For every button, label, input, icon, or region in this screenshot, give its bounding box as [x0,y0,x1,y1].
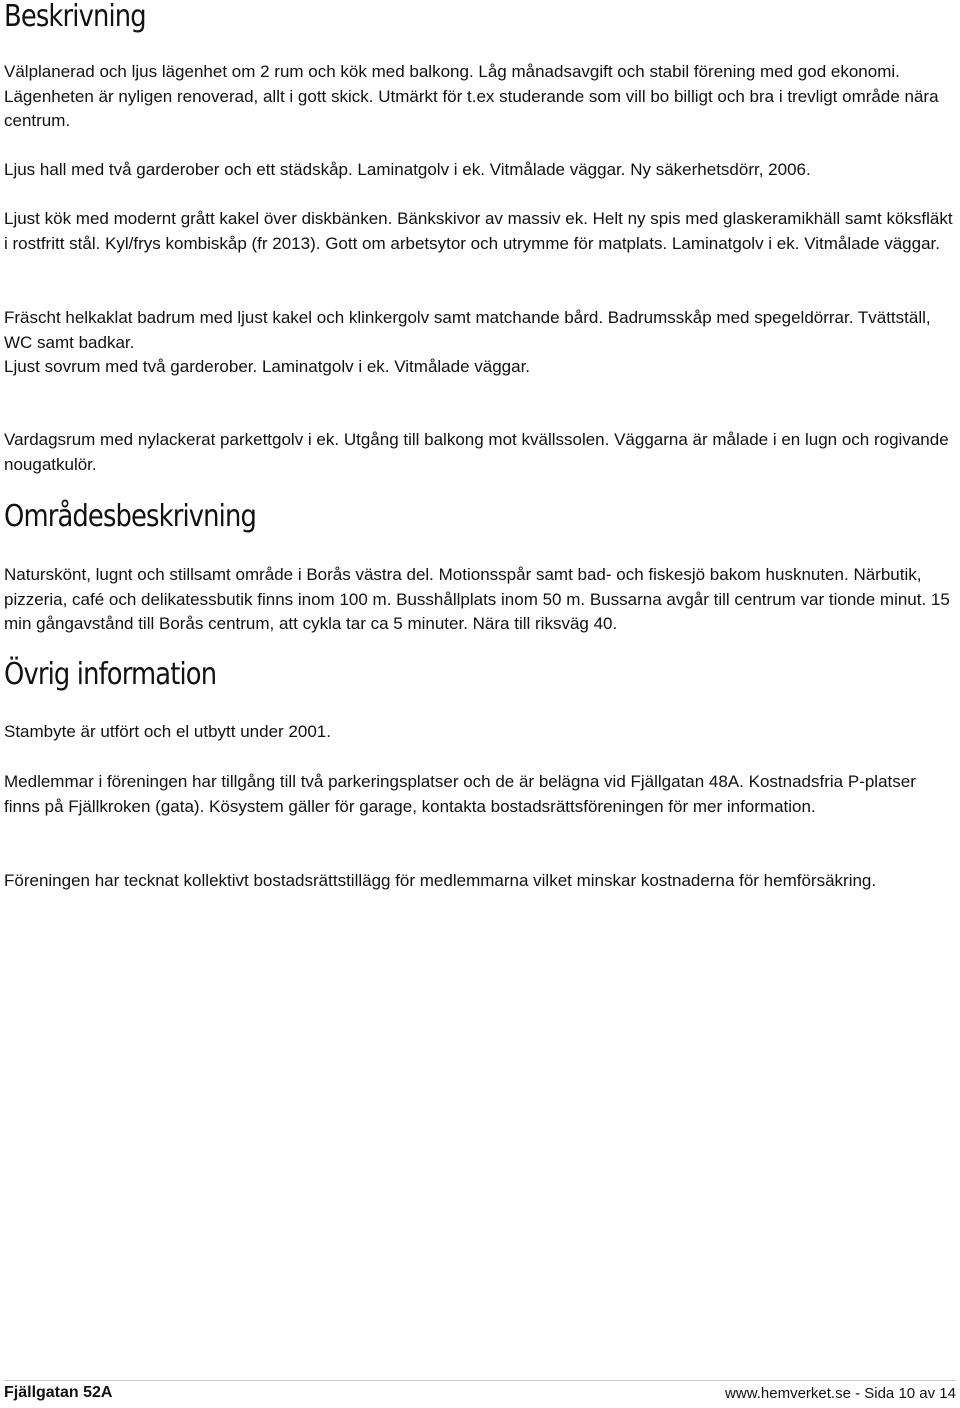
paragraph-insurance: Föreningen har tecknat kollektivt bostadsrättstillägg för medlemmarna vilket minskar kostnaderna för hemförsäkring. [4,871,877,890]
section-title-beskrivning: Beskrivning [4,0,146,34]
section-title-omradesbeskrivning: Områdesbeskrivning [4,499,256,534]
paragraph-area: Naturskönt, lugnt och stillsamt område i Borås västra del. Motionsspår samt bad- och fiskesjö bakom husknuten. Närbutik, pizzeria, café och delikatessbutik finns inom 100 m. Busshållplats inom 50 m. Bussarna avgår till centrum var tionde minut. 15 min gångavstånd till Borås centrum, att cykla tar ca 5 minuter. Nära till riksväg 40. [4,565,950,633]
paragraph-stambyte: Stambyte är utfört och el utbytt under 2001. [4,722,331,741]
paragraph-bathroom: Fräscht helkaklat badrum med ljust kakel och klinkergolv samt matchande bård. Badrumsskåp med spegeldörrar. Tvättställ, WC samt badkar. [4,308,931,352]
paragraph-kitchen: Ljust kök med modernt grått kakel över diskbänken. Bänkskivor av massiv ek. Helt ny spis med glaskeramikhäll samt köksfläkt i rostfritt stål. Kyl/frys kombiskåp (fr 2013). Gott om arbetsytor och utrymme för matplats. Laminatgolv i ek. Vitmålade väggar. [4,209,953,253]
footer-divider [4,1380,956,1381]
paragraph-overview: Välplanerad och ljus lägenhet om 2 rum och kök med balkong. Låg månadsavgift och stabil förening med god ekonomi. Lägenheten är nyligen renoverad, allt i gott skick. Utmärkt för t.ex studerande som vill bo billigt och bra i trevligt område nära centrum. [4,62,939,130]
footer-page-info: www.hemverket.se - Sida 10 av 14 [725,1385,956,1402]
paragraph-hall: Ljus hall med två garderober och ett städskåp. Laminatgolv i ek. Vitmålade väggar. Ny säkerhetsdörr, 2006. [4,160,811,179]
footer-address: Fjällgatan 52A [4,1384,113,1401]
paragraph-parking: Medlemmar i föreningen har tillgång till två parkeringsplatser och de är belägna vid Fjällgatan 48A. Kostnadsfria P-platser finns på Fjällkroken (gata). Kösystem gäller för garage, kontakta bostadsrättsföreningen för mer information. [4,772,916,816]
paragraph-bedroom: Ljust sovrum med två garderober. Laminatgolv i ek. Vitmålade väggar. [4,357,531,376]
paragraph-living-room: Vardagsrum med nylackerat parkettgolv i ek. Utgång till balkong mot kvällssolen. Väggarna är målade i en lugn och rogivande nougatkulör. [4,430,949,474]
section-title-ovrig-information: Övrig information [4,657,217,692]
